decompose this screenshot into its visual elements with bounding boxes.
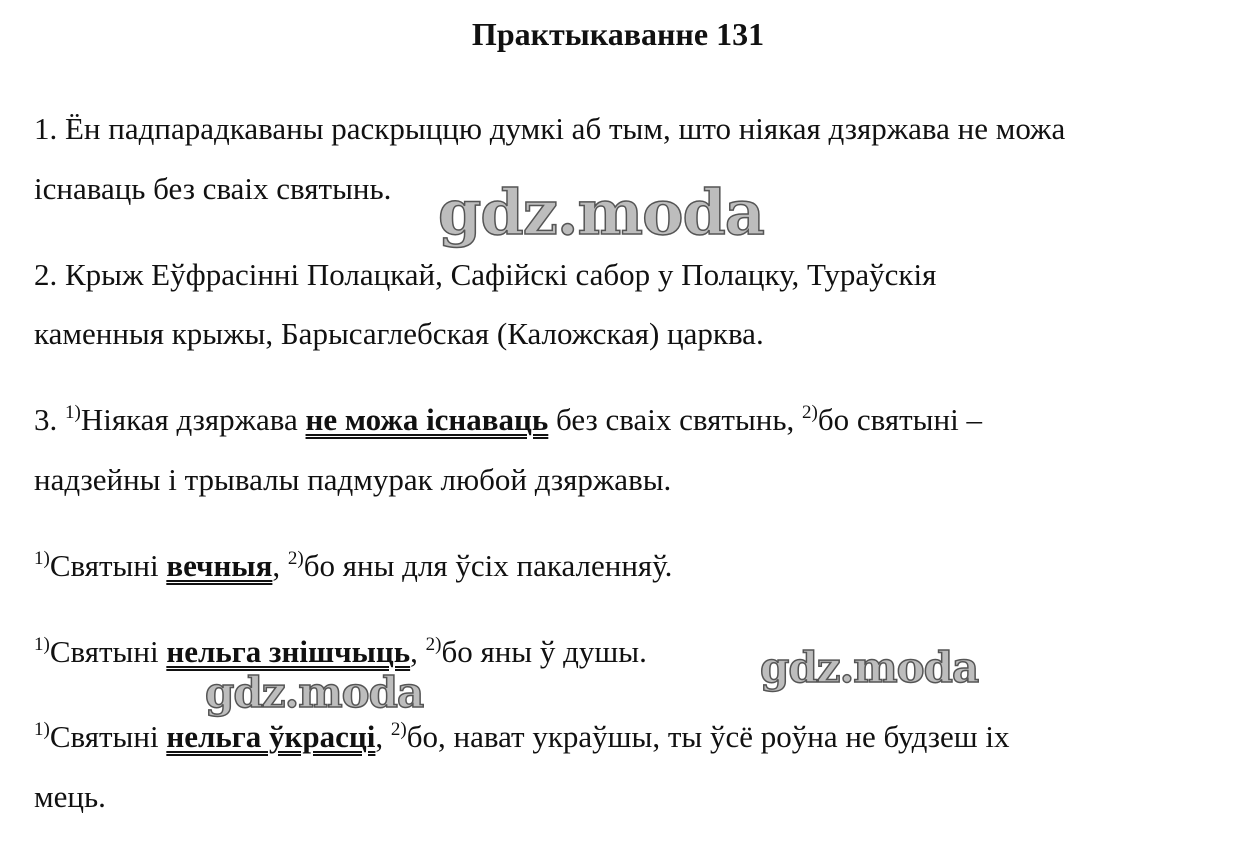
clause-text: Святыні (49, 719, 167, 754)
clause-text: , (410, 634, 426, 669)
clause-text: Святыні (49, 548, 167, 583)
predicate: нельга ўкрасці (166, 719, 376, 754)
page-title: Практыкаванне 131 (471, 16, 765, 52)
sentence-1 (34, 547, 672, 590)
clause-text: бо, нават украўшы, ты ўсё роўна не будзеш іх (406, 719, 1010, 754)
answer-2-line-1: 2. Крыж Еўфрасінні Полацкай, Сафійскі сабор у Полацку, Тураўскія (34, 257, 937, 292)
predicate: нельга знішчыць (166, 634, 411, 669)
clause-marker: 1) (34, 634, 50, 655)
clause-text: , (272, 548, 288, 583)
clause-text: , (375, 719, 391, 754)
clause-marker: 1) (65, 402, 81, 423)
clause-text: без сваіх святынь, (548, 402, 803, 437)
answer-1-line-1: 1. Ён падпарадкаваны раскрыццю думкі аб тым, што ніякая дзяржава не можа (34, 111, 1066, 146)
clause-marker: 2) (802, 402, 818, 423)
watermark-logo: gdz.moda (760, 643, 979, 692)
answer-3-line-1 (34, 401, 982, 444)
answer-3-number: 3. (34, 402, 65, 437)
answer-3-line-2: надзейны і трывалы падмурак любой дзяржавы. (34, 462, 672, 497)
clause-marker: 2) (390, 719, 407, 740)
clause-marker: 1) (34, 548, 50, 569)
clause-text: бо яны для ўсіх пакаленняў. (303, 548, 673, 583)
clause-marker: 1) (34, 719, 50, 740)
answer-1-line-2: існаваць без сваіх святынь. (34, 171, 392, 206)
watermark-logo: gdz.moda (205, 668, 424, 717)
clause-marker: 2) (287, 548, 304, 569)
predicate: вечныя (166, 548, 273, 583)
clause-text: Святыні (49, 634, 167, 669)
clause-text: Ніякая дзяржава (80, 402, 306, 437)
clause-marker: 2) (425, 634, 442, 655)
sentence-3-line-1 (34, 718, 1009, 761)
answer-2-line-2: каменныя крыжы, Барысаглебская (Каложская) царква. (34, 316, 764, 351)
clause-text: бо яны ў душы. (441, 634, 647, 669)
predicate: не можа існаваць (305, 402, 549, 437)
watermark-logo: gdz.moda (438, 176, 764, 249)
clause-text: бо святыні – (817, 402, 982, 437)
sentence-3-line-2: мець. (34, 779, 106, 814)
